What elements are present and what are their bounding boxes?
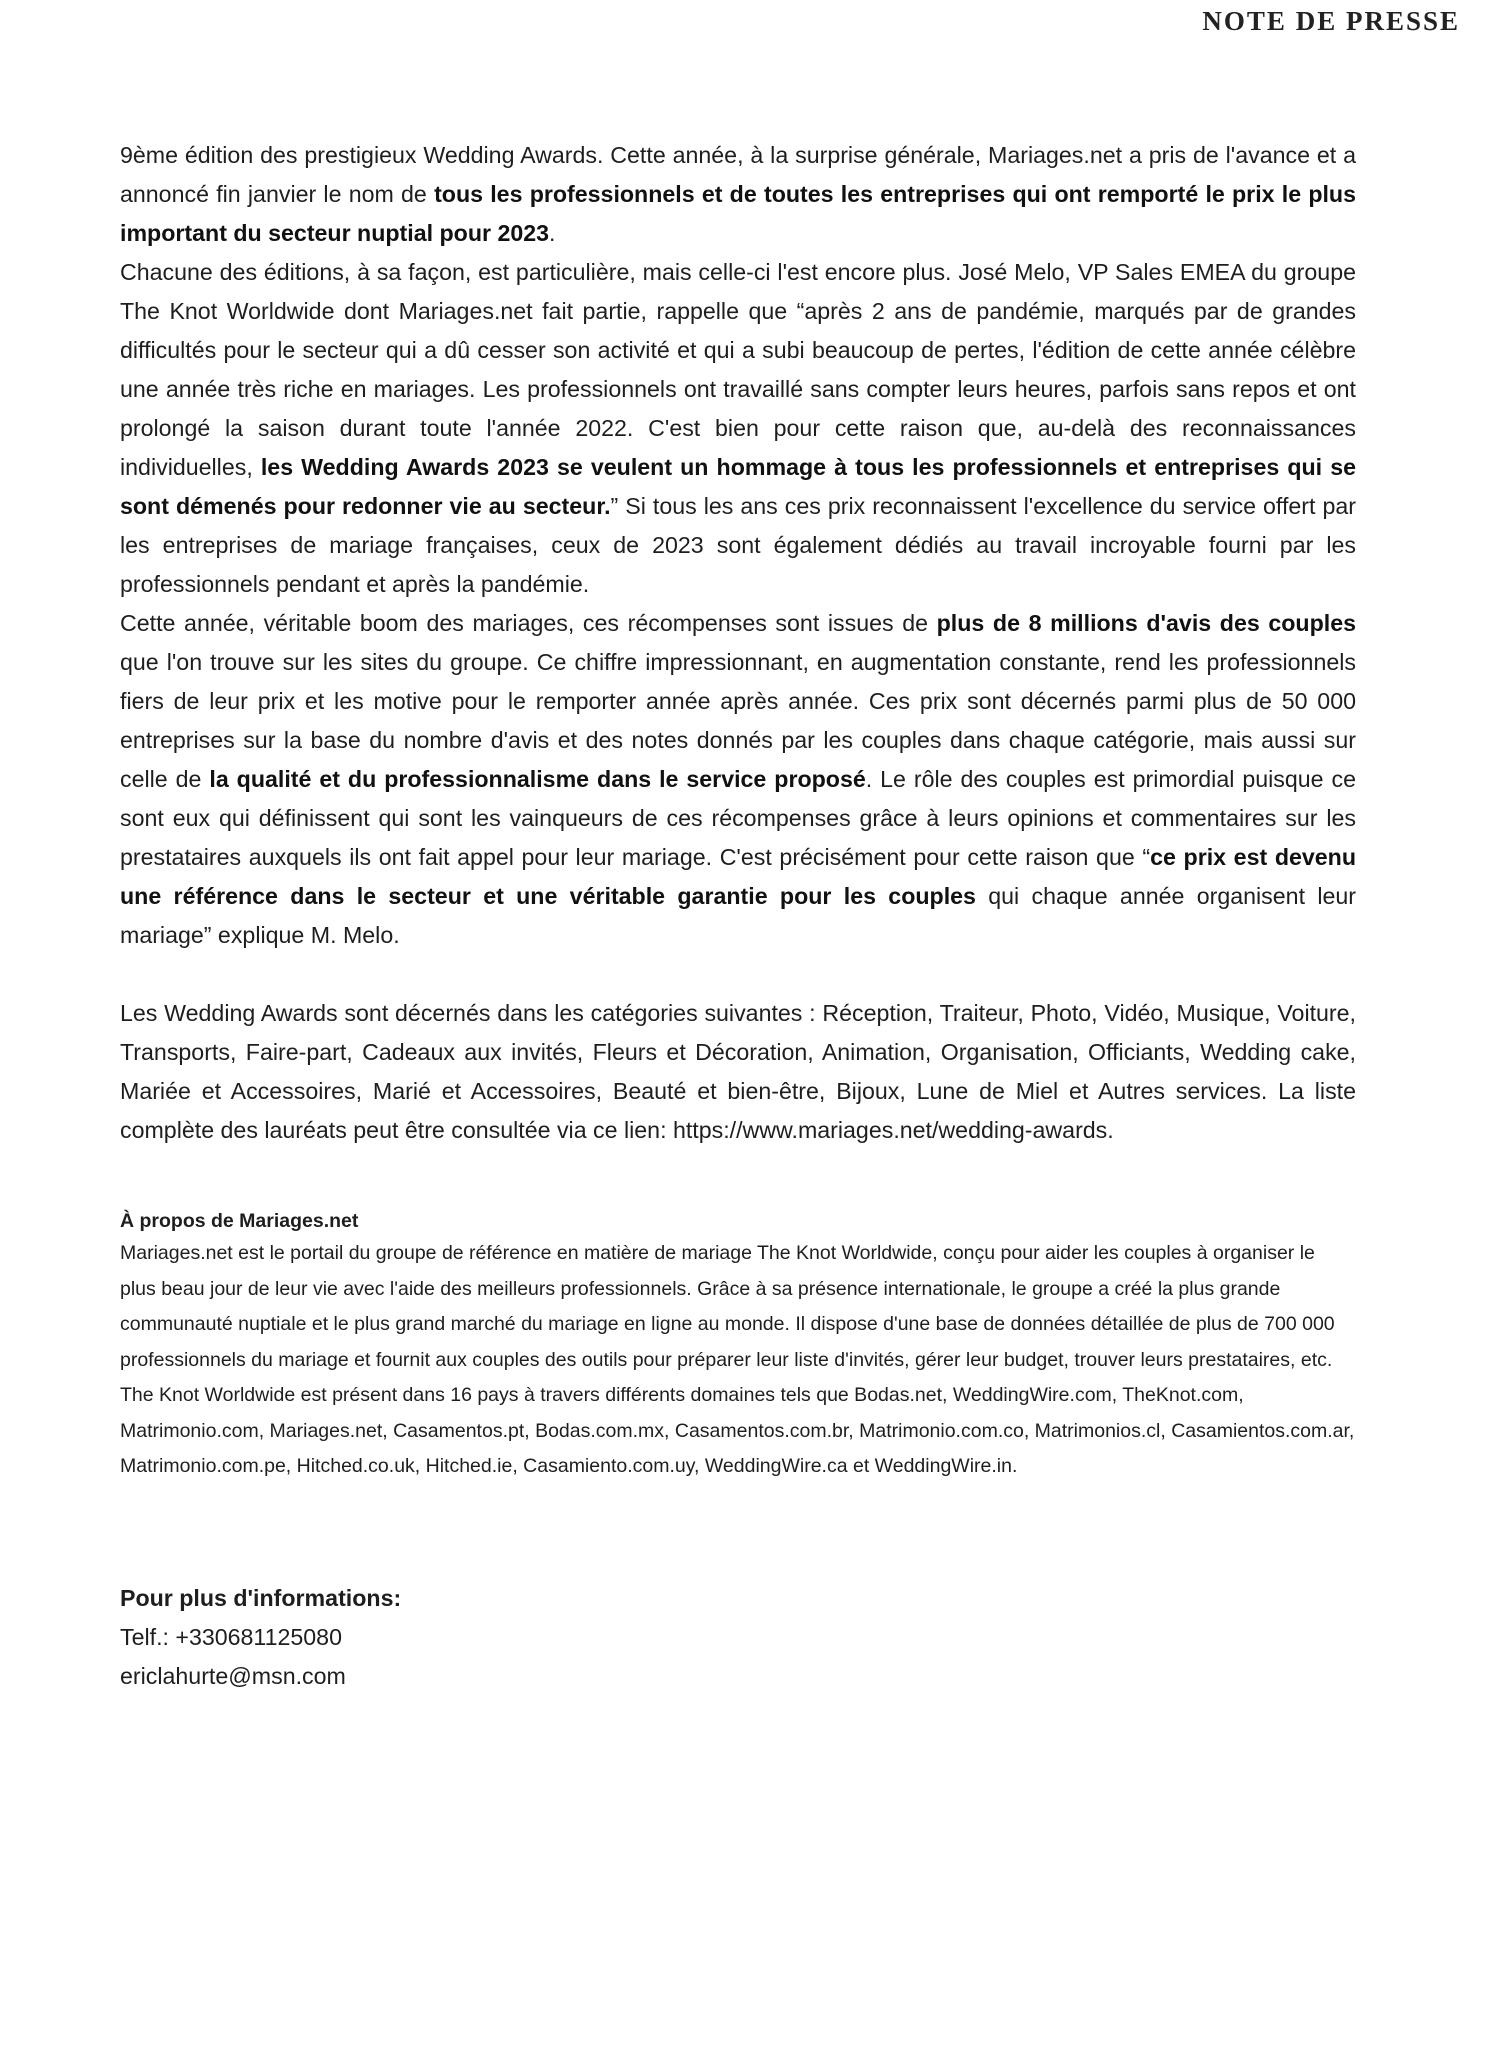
paragraph-text: . (549, 220, 556, 246)
paragraph-text: ” Si tous les ans ces prix reconnaissent l'excellence du service offert par les entreprises de mariage françaises, ceux de 2023 sont également dédiés au travail incroyable fourni par les professionnels pendant et après la pandémie. (120, 493, 1356, 597)
paragraph-bold: plus de 8 millions d'avis des couples (936, 610, 1356, 636)
contact-email[interactable]: ericlahurte@msn.com (120, 1662, 346, 1689)
paragraph-bold: les Wedding Awards 2023 se veulent un hommage à tous les professionnels et entreprises qui se sont démenés pour redonner vie au secteur. (120, 454, 1356, 519)
page-header-label: NOTE DE PRESSE (1202, 6, 1460, 36)
paragraph-text: Cette année, véritable boom des mariages, ces récompenses sont issues de (120, 610, 937, 636)
paragraph-text: Les Wedding Awards sont décernés dans les catégories suivantes : Réception, Traiteur, Photo, Vidéo, Musique, Voiture, Transports, Faire-part, Cadeaux aux invités, Fleurs et Décoration, Animation, Organisation, Officiants, Wedding cake, Mariée et Accessoires, Marié et Accessoires, Beauté et bien-être, Bijoux, Lune de Miel et Autres services. La liste complète des lauréats peut être consultée via ce lien: https://www.mariages.net/wedding-awards. (120, 1000, 1356, 1143)
paragraph-text: 9ème édition des prestigieux Wedding Awards. Cette année, à la surprise générale, Mariages.net a pris de l'avance et a annoncé fin janvier le nom de (120, 142, 1356, 207)
paragraph-categories (120, 994, 1356, 1150)
paragraph-text: Chacune des éditions, à sa façon, est particulière, mais celle-ci l'est encore plus. José Melo, VP Sales EMEA du groupe The Knot Worldwide dont Mariages.net fait partie, rappelle que “après 2 ans de pandémie, marqués par de grandes difficultés pour le secteur qui a dû cesser son activité et qui a subi beaucoup de pertes, l'édition de cette année célèbre une année très riche en mariages. Les professionnels ont travaillé sans compter leurs heures, parfois sans repos et ont prolongé la saison durant toute l'année 2022. C'est bien pour cette raison que, au-delà des reconnaissances individuelles, (120, 259, 1356, 480)
document-body (120, 136, 1356, 1696)
paragraph-bold: la qualité et du professionnalisme dans le service proposé (209, 766, 866, 792)
paragraph-reviews (120, 604, 1356, 955)
contact-title: Pour plus d'informations: (120, 1584, 402, 1611)
paragraph-text: . Le rôle des couples est primordial puisque ce sont eux qui définissent qui sont les vainqueurs de ces récompenses grâce à leurs opinions et commentaires sur les prestataires auxquels ils ont fait appel pour leur mariage. C'est précisément pour cette raison que “ (120, 766, 1356, 870)
paragraph-intro (120, 136, 1356, 253)
paragraph-bold: tous les professionnels et de toutes les entreprises qui ont remporté le prix le plus important du secteur nuptial pour 2023 (120, 181, 1356, 246)
contact-phone: Telf.: +330681125080 (120, 1623, 342, 1650)
paragraph-bold: ce prix est devenu une référence dans le secteur et une véritable garantie pour les couples (120, 844, 1356, 909)
paragraph-text: qui chaque année organisent leur mariage” explique M. Melo. (120, 883, 1356, 948)
paragraph-quote (120, 253, 1356, 604)
about-text: Mariages.net est le portail du groupe de référence en matière de mariage The Knot Worldwide, conçu pour aider les couples à organiser le plus beau jour de leur vie avec l'aide des meilleurs professionnels. Grâce à sa présence internationale, le groupe a créé la plus grande communauté nuptiale et le plus grand marché du mariage en ligne au monde. Il dispose d'une base de données détaillée de plus de 700 000 professionnels du mariage et fournit aux couples des outils pour préparer leur liste d'invités, gérer leur budget, trouver leurs prestataires, etc. The Knot Worldwide est présent dans 16 pays à travers différents domaines tels que Bodas.net, WeddingWire.com, TheKnot.com, Matrimonio.com, Mariages.net, Casamentos.pt, Bodas.com.mx, Casamentos.com.br, Matrimonio.com.co, Matrimonios.cl, Casamientos.com.ar, Matrimonio.com.pe, Hitched.co.uk, Hitched.ie, Casamiento.com.uy, WeddingWire.ca et WeddingWire.in. (120, 1242, 1355, 1477)
paragraph-text: que l'on trouve sur les sites du groupe. Ce chiffre impressionnant, en augmentation constante, rend les professionnels fiers de leur prix et les motive pour le remporter année après année. Ces prix sont décernés parmi plus de 50 000 entreprises sur la base du nombre d'avis et des notes donnés par les couples dans chaque catégorie, mais aussi sur celle de (120, 649, 1356, 792)
contact-block (120, 1579, 1356, 1696)
about-title: À propos de Mariages.net (120, 1210, 359, 1232)
spacer (120, 955, 1356, 994)
